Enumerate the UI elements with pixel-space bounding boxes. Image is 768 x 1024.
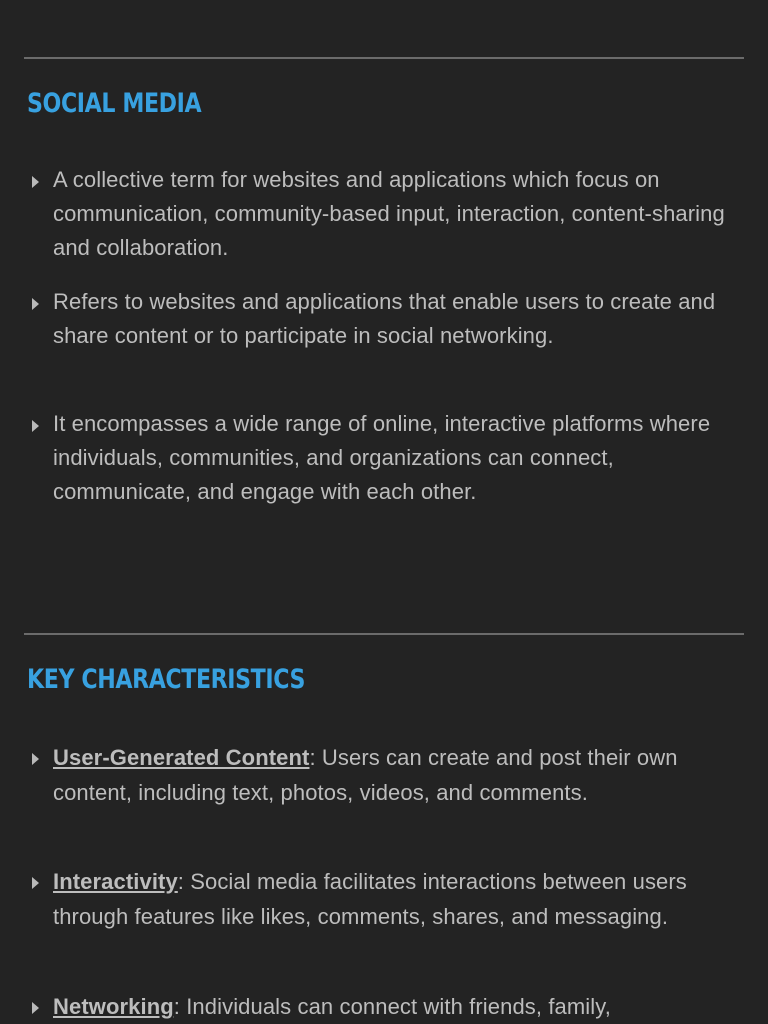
- triangle-bullet-icon: [32, 877, 39, 889]
- term-description: : Users can create and post their own content, including text, photos, videos, and comments.: [53, 745, 678, 805]
- triangle-bullet-icon: [32, 753, 39, 765]
- bullet-text: [53, 989, 743, 1024]
- section-heading: KEY CHARACTERISTICS: [27, 664, 305, 695]
- term-description: : Individuals can connect with friends, family,: [173, 994, 611, 1019]
- bullet-text: A collective term for websites and applications which focus on communication, community-based input, interaction, content-sharing and collaboration.: [53, 167, 725, 260]
- bullet-text: [53, 864, 743, 934]
- bullet-text: [53, 740, 743, 810]
- term-interactivity: Interactivity: [53, 869, 178, 894]
- term-description: : Social media facilitates interactions between users through features like likes, comments, shares, and messaging.: [53, 869, 687, 929]
- term-user-generated-content: User-Generated Content: [53, 745, 310, 770]
- section-heading: SOCIAL MEDIA: [27, 88, 202, 119]
- term-networking: Networking: [53, 994, 174, 1019]
- divider-rule: [24, 633, 744, 635]
- bullet-text: It encompasses a wide range of online, interactive platforms where individuals, communities, and organizations can connect, communicate, and engage with each other.: [53, 411, 711, 504]
- bullet-text: Refers to websites and applications that enable users to create and share content or to participate in social networking.: [53, 289, 716, 348]
- triangle-bullet-icon: [32, 1002, 39, 1014]
